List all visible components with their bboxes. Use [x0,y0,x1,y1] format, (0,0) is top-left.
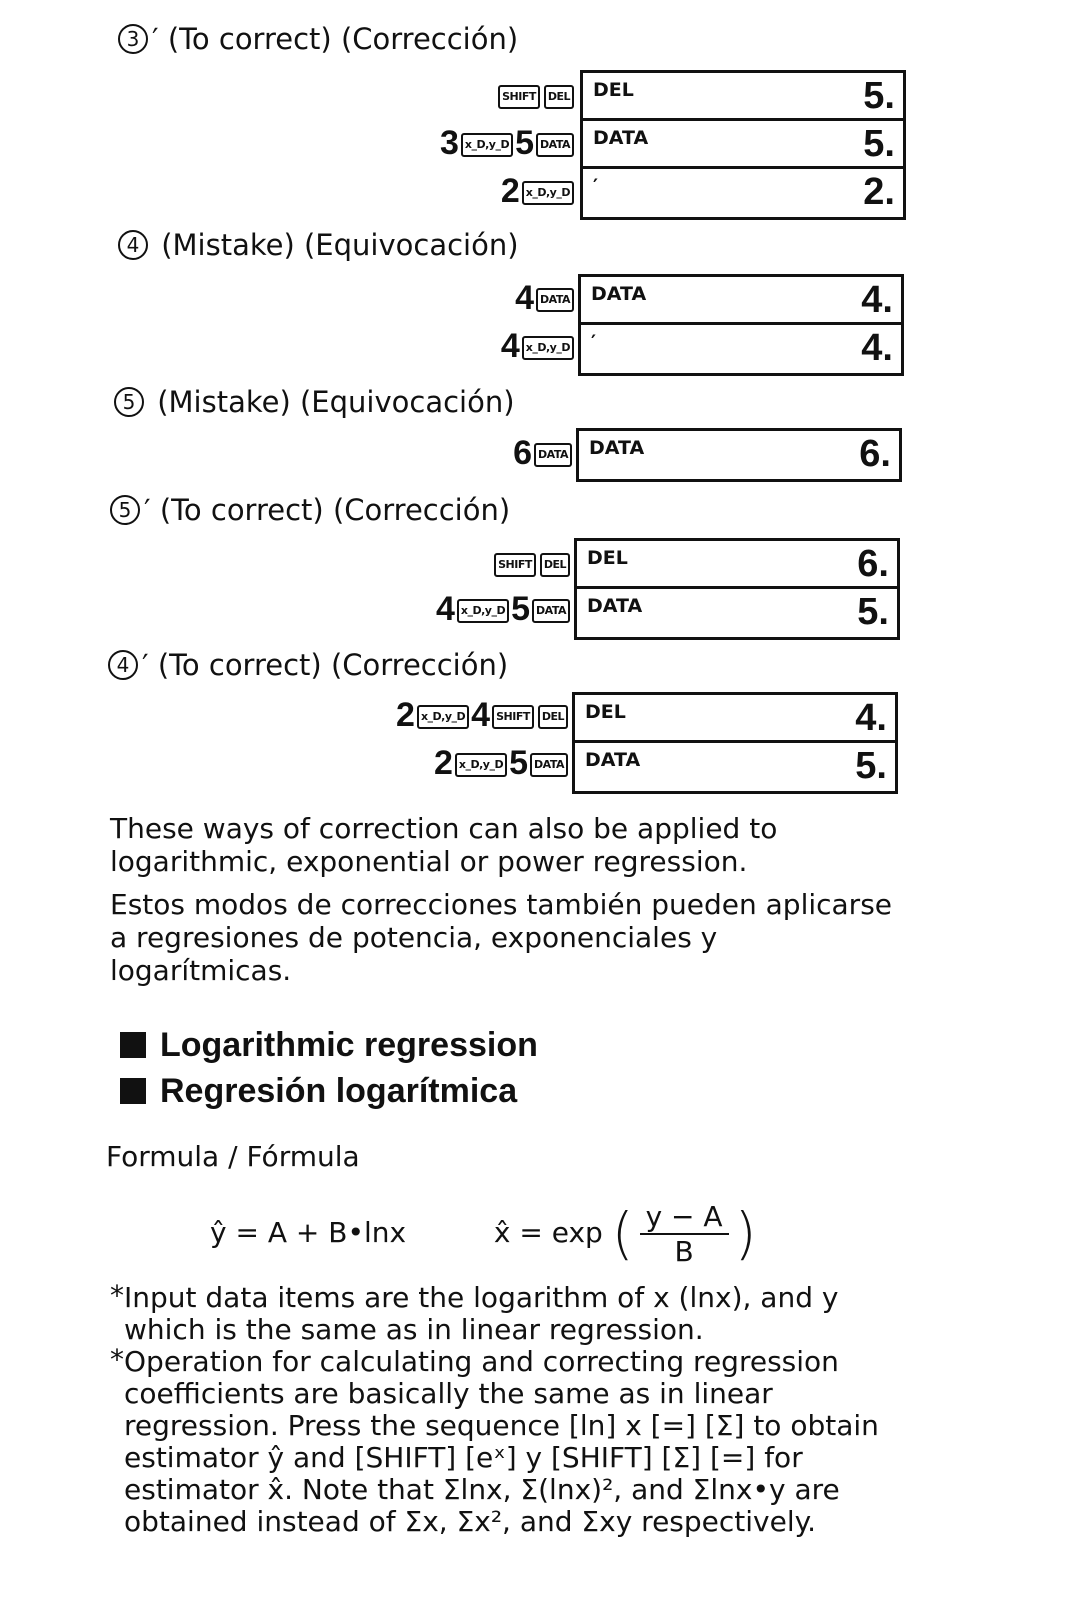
paragraph-spanish: Estos modos de correcciones también pueden aplicarse a regresiones de potencia, exponenciales y logarítmicas. [110,888,893,987]
paragraph-english: These ways of correction can also be applied to logarithmic, exponential or power regression. [110,812,778,878]
fraction-numerator: y − A [640,1200,729,1235]
step-number: 4 [108,650,138,680]
step-title: (To correct) (Corrección) [159,493,511,527]
digit: 4 [435,590,455,628]
notes [110,1279,910,1538]
display-value: 6. [857,543,889,585]
shift-key: SHIFT [492,705,534,729]
display-value: 5. [855,745,887,787]
digit: 2 [433,744,453,782]
key-sequence [436,586,572,632]
display-label: DEL [593,79,634,101]
note-item [110,1343,910,1538]
digit: 5 [511,590,531,628]
display-row [583,121,903,169]
del-key: DEL [540,553,570,577]
key-sequence [513,430,574,476]
step-heading [110,493,510,527]
display-value: 4. [861,327,893,369]
display-value: 4. [855,697,887,739]
display-label: DATA [589,437,645,459]
display-value: 5. [863,123,895,165]
calculator-display [574,538,900,640]
step-heading [108,648,508,682]
display-label: DATA [591,283,647,305]
formula-xhat: x̂ = exp [493,1216,603,1249]
digit: 5 [515,124,535,162]
step-mark: ′ [142,648,149,682]
key-sequence [496,72,576,118]
key-sequence [440,120,576,166]
digit: 5 [509,744,529,782]
digit: 2 [500,172,520,210]
section-title-es: Regresión logarítmica [160,1072,518,1110]
step-mark: ′ [144,493,151,527]
display-label: DATA [593,127,649,149]
step-number: 5 [110,495,140,525]
data-key: DATA [530,753,568,777]
digit: 3 [439,124,459,162]
step-title: (Mistake) (Equivocación) [161,228,519,262]
fraction-denominator: B [674,1235,694,1268]
calculator-display [580,70,906,220]
asterisk: * [110,1279,124,1312]
xd-yd-key: x_D,y_D [522,336,574,360]
formula-label: Formula / Fórmula [106,1140,360,1173]
display-row [575,743,895,791]
digit: 2 [396,696,415,734]
display-label: DEL [585,701,626,723]
step-number: 3 [118,24,148,54]
xd-yd-key: x_D,y_D [522,181,574,205]
xd-yd-key: x_D,y_D [417,705,469,729]
display-row [583,169,903,217]
display-row [581,325,901,373]
fraction [640,1200,729,1268]
left-paren: ( [611,1201,634,1267]
formula [210,1200,756,1268]
display-value: 6. [859,433,891,475]
formula-yhat: ŷ = A + B•lnx [210,1216,407,1249]
square-bullet-icon [120,1032,146,1058]
step-heading [118,228,519,262]
step-title: (To correct) (Corrección) [167,22,519,56]
display-label: DEL [587,547,628,569]
key-sequence [434,740,570,786]
asterisk: * [110,1343,124,1376]
del-key: DEL [538,705,568,729]
key-sequence [492,540,572,586]
section-title-en: Logarithmic regression [160,1026,538,1064]
calculator-display [578,274,904,376]
display-row [577,541,897,589]
display-value: 4. [861,279,893,321]
calculator-display [572,692,898,794]
step-title: (Mistake) (Equivocación) [157,385,515,419]
display-label: DATA [585,749,641,771]
display-row [575,695,895,743]
shift-key: SHIFT [498,85,540,109]
digit: 6 [513,434,533,472]
digit: 4 [471,696,491,734]
display-row [577,589,897,637]
calculator-display [576,428,902,482]
xd-yd-key: x_D,y_D [457,599,509,623]
key-sequence [515,275,576,321]
display-row [579,431,899,479]
data-key: DATA [532,599,570,623]
step-heading [118,22,518,56]
display-value: 2. [863,171,895,213]
note-text: Input data items are the logarithm of x (lnx), and y which is the same as in linear regression. [124,1281,839,1346]
data-key: DATA [534,443,572,467]
data-key: DATA [536,288,574,312]
key-sequence [501,323,576,369]
display-value: 5. [863,75,895,117]
xd-yd-key: x_D,y_D [455,753,507,777]
step-title: (To correct) (Corrección) [157,648,509,682]
display-label: DATA [587,595,643,617]
step-heading [114,385,515,419]
key-sequence [501,168,576,214]
digit: 4 [515,279,535,317]
section-heading [120,1072,517,1111]
step-number: 5 [114,387,144,417]
key-sequence [396,692,570,738]
note-text: Operation for calculating and correcting regression coefficients are basically the same as in linear regression. Press the sequence [ln] x [=] [Σ] to obtain estimator ŷ and [SHIFT] [eˣ] y [SHIFT] [Σ] [=] for estimator x̂. Note that Σlnx, Σ(lnx)², and Σlnx•y are obtained instead of Σx, Σx², and Σxy respectively. [124,1345,879,1538]
step-mark: ′ [152,22,159,56]
right-paren: ) [734,1201,757,1267]
section-heading [120,1026,538,1065]
square-bullet-icon [120,1078,146,1104]
step-number: 4 [118,230,148,260]
shift-key: SHIFT [494,553,536,577]
display-label: ′ [593,175,599,197]
data-key: DATA [536,133,574,157]
note-item [110,1279,910,1346]
display-value: 5. [857,591,889,633]
xd-yd-key: x_D,y_D [461,133,513,157]
display-row [583,73,903,121]
display-row [581,277,901,325]
del-key: DEL [544,85,574,109]
display-label: ′ [591,331,597,353]
digit: 4 [500,327,520,365]
